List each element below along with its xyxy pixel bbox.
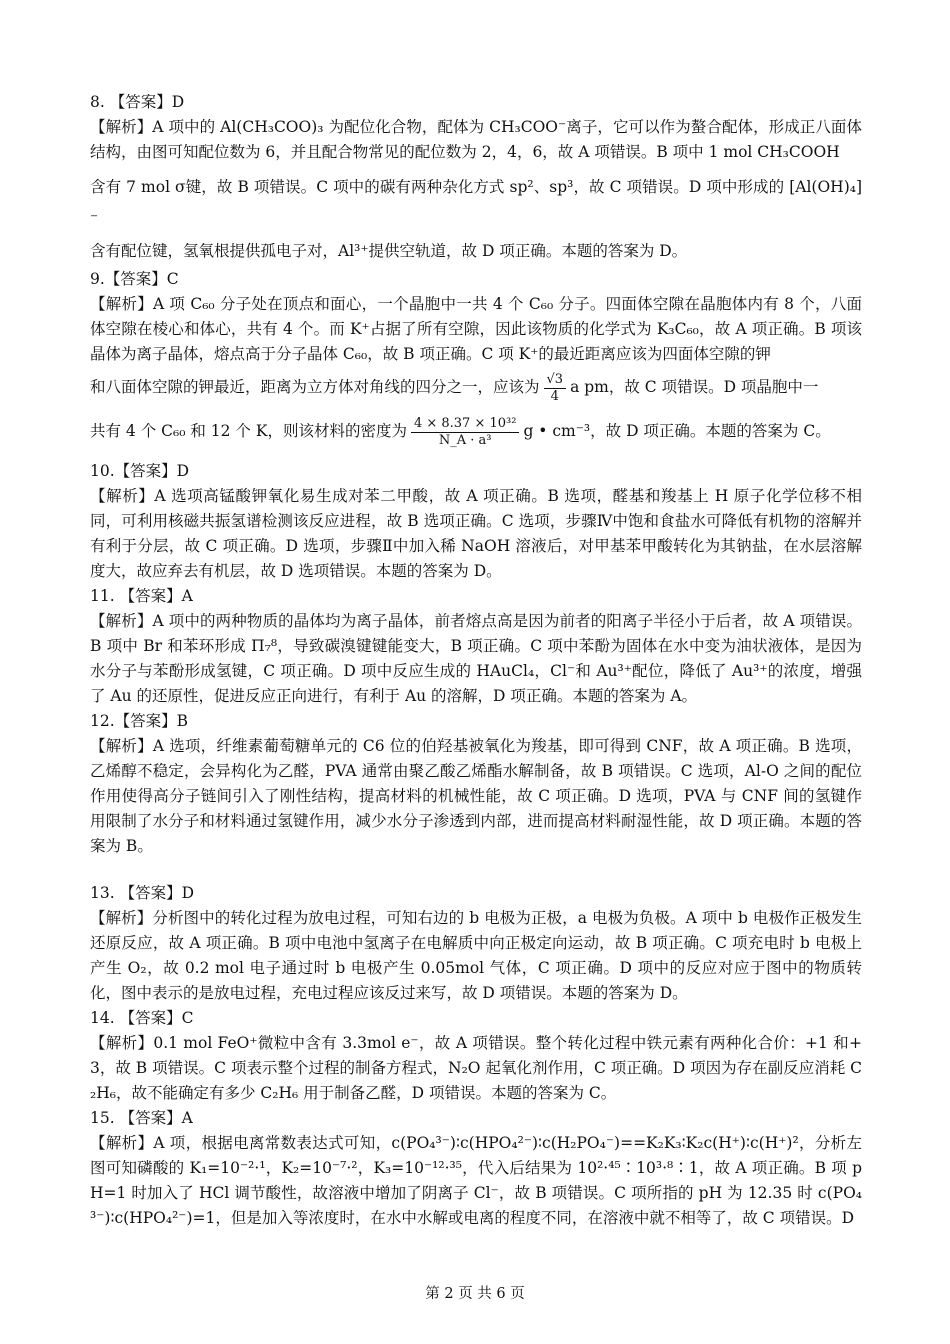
question-12	[90, 709, 862, 859]
answer-line: 9.【答案】C	[90, 270, 179, 288]
answer-line: 14. 【答案】C	[90, 1009, 194, 1027]
page-footer: 第 2 页 共 6 页	[425, 1286, 525, 1302]
text-segment: 共有 4 个 C₆₀ 和 12 个 K，则该材料的密度为	[90, 422, 407, 440]
analysis-paragraph: 【解析】A 项 C₆₀ 分子处在顶点和面心，一个晶胞中一共 4 个 C₆₀ 分子。四面体空隙在晶胞体内有 8 个，八面体空隙在棱心和体心，共有 4 个。而 K⁺占据了所有空隙，因此该物质的化学式为 K₃C₆₀，故 A 项正确。B 项该晶体为离子晶体，熔点高于分子晶体 C₆₀，故 B 项正确。C 项 K⁺的最近距离应该为四面体空隙的钾	[90, 295, 862, 363]
fraction-numerator: √3	[544, 372, 567, 389]
answer-line: 13. 【答案】D	[90, 884, 195, 902]
fraction-sqrt3-over-4	[544, 372, 567, 405]
text-segment: 和八面体空隙的钾最近，距离为立方体对角线的四分之一，应该为	[90, 378, 540, 396]
fraction-denominator: 4	[550, 388, 559, 404]
question-8	[90, 90, 862, 267]
answer-line: 10.【答案】D	[90, 462, 190, 480]
analysis-paragraph: 【解析】A 项中的两种物质的晶体均为离子晶体，前者熔点高是因为前者的阳离子半径小于后者，故 A 项错误。B 项中 Br 和苯环形成 Π₇⁸，导致碳溴键键能变大，B 项正确。C 项中苯酚为固体在水中变为油状液体，是因为水分子与苯酚形成氢键，C 项正确。D 项中反应生成的 HAuCl₄，Cl⁻和 Au³⁺配位，降低了 Au³⁺的浓度，增强了 Au 的还原性，促进反应正向进行，有利于 Au 的溶解，D 项正确。本题的答案为 A。	[90, 612, 862, 705]
spacer	[90, 859, 862, 881]
answer-line: 11. 【答案】A	[90, 587, 193, 605]
analysis-paragraph: 【解析】A 项中的 Al(CH₃COO)₃ 为配位化合物，配体为 CH₃COO⁻离子，它可以作为螯合配体，形成正八面体结构，由图可知配位数为 6，并且配合物常见的配位数为 2，4，6，故 A 项错误。B 项中 1 mol CH₃COOH	[90, 118, 862, 161]
analysis-paragraph: 含有 7 mol σ键，故 B 项错误。C 项中的碳有两种杂化方式 sp²、sp³，故 C 项错误。D 项中形成的 [Al(OH)₄]⁻	[90, 178, 862, 228]
analysis-paragraph: 【解析】A 选项高锰酸钾氧化易生成对苯二甲酸，故 A 项正确。B 选项，醛基和羧基上 H 原子化学位移不相同，可利用核磁共振氢谱检测该反应进程，故 B 选项正确。C 选项，步骤Ⅳ中饱和食盐水可降低有机物的溶解并有利于分层，故 C 项正确。D 选项，步骤Ⅱ中加入稀 NaOH 溶液后，对甲基苯甲酸转化为其钠盐，在水层溶解度大，故应弃去有机层，故 D 选项错误。本题的答案为 D。	[90, 487, 862, 580]
text-segment: a pm，故 C 项错误。D 项晶胞中一	[570, 378, 819, 396]
fraction-denominator: N_A · a³	[438, 432, 492, 448]
question-14	[90, 1006, 862, 1106]
text-segment: g • cm⁻³，故 D 项正确。本题的答案为 C。	[523, 422, 831, 440]
question-9	[90, 267, 862, 455]
document-body	[90, 90, 862, 1231]
analysis-paragraph	[90, 407, 862, 455]
question-13	[90, 881, 862, 1006]
fraction-density	[411, 416, 520, 449]
analysis-paragraph: 【解析】A 项，根据电离常数表达式可知，c(PO₄³⁻)∶c(HPO₄²⁻)∶c(H₂PO₄⁻)==K₂K₃∶K₂c(H⁺)∶c(H⁺)²，分析左图可知磷酸的 K₁=10⁻²·¹，K₂=10⁻⁷·²，K₃=10⁻¹²·³⁵，代入后结果为 10²·⁴⁵∶10³·⁸∶1，故 A 项正确。B 项 pH=1 时加入了 HCl 调节酸性，故溶液中增加了阴离子 Cl⁻，故 B 项错误。C 项所指的 pH 为 12.35 时 c(PO₄³⁻)∶c(HPO₄²⁻)=1，但是加入等浓度时，在水中水解或电离的程度不同，在溶液中就不相等了，故 C 项错误。D	[90, 1134, 862, 1227]
analysis-paragraph: 【解析】分析图中的转化过程为放电过程，可知右边的 b 电极为正极，a 电极为负极。A 项中 b 电极作正极发生还原反应，故 A 项正确。B 项中电池中氢离子在电解质中向正极定向运动，故 B 项正确。C 项充电时 b 电极上产生 O₂，故 0.2 mol 电子通过时 b 电极产生 0.05mol 气体，C 项正确。D 项中的反应对应于图中的物质转化，图中表示的是放电过程，充电过程应该反过来写，故 D 项错误。本题的答案为 D。	[90, 909, 862, 1002]
question-10	[90, 459, 862, 584]
analysis-paragraph: 含有配位键，氢氧根提供孤电子对，Al³⁺提供空轨道，故 D 项正确。本题的答案为 D。	[90, 242, 688, 260]
analysis-paragraph	[90, 367, 862, 407]
fraction-numerator: 4 × 8.37 × 10³²	[411, 416, 520, 433]
question-11	[90, 584, 862, 709]
answer-line: 12.【答案】B	[90, 712, 189, 730]
analysis-paragraph: 【解析】0.1 mol FeO⁺微粒中含有 3.3mol e⁻，故 A 项错误。整个转化过程中铁元素有两种化合价：+1 和+3，故 B 项错误。C 项表示整个过程的制备方程式，N₂O 起氧化剂作用，C 项正确。D 项因为存在副反应消耗 C₂H₆，故不能确定有多少 C₂H₆ 用于制备乙醛，D 项错误。本题的答案为 C。	[90, 1034, 862, 1102]
answer-line: 8. 【答案】D	[90, 93, 185, 111]
question-15	[90, 1106, 862, 1231]
answer-line: 15. 【答案】A	[90, 1109, 193, 1127]
analysis-paragraph: 【解析】A 选项，纤维素葡萄糖单元的 C6 位的伯羟基被氧化为羧基，即可得到 CNF，故 A 项正确。B 选项，乙烯醇不稳定，会异构化为乙醛，PVA 通常由聚乙酸乙烯酯水解制备，故 B 项错误。C 选项，Al-O 之间的配位作用使得高分子链间引入了刚性结构，提高材料的机械性能，故 C 项正确。D 选项，PVA 与 CNF 间的氢键作用限制了水分子和材料通过氢键作用，减少水分子渗透到内部，进而提高材料耐湿性能，故 D 项正确。本题的答案为 B。	[90, 737, 862, 855]
